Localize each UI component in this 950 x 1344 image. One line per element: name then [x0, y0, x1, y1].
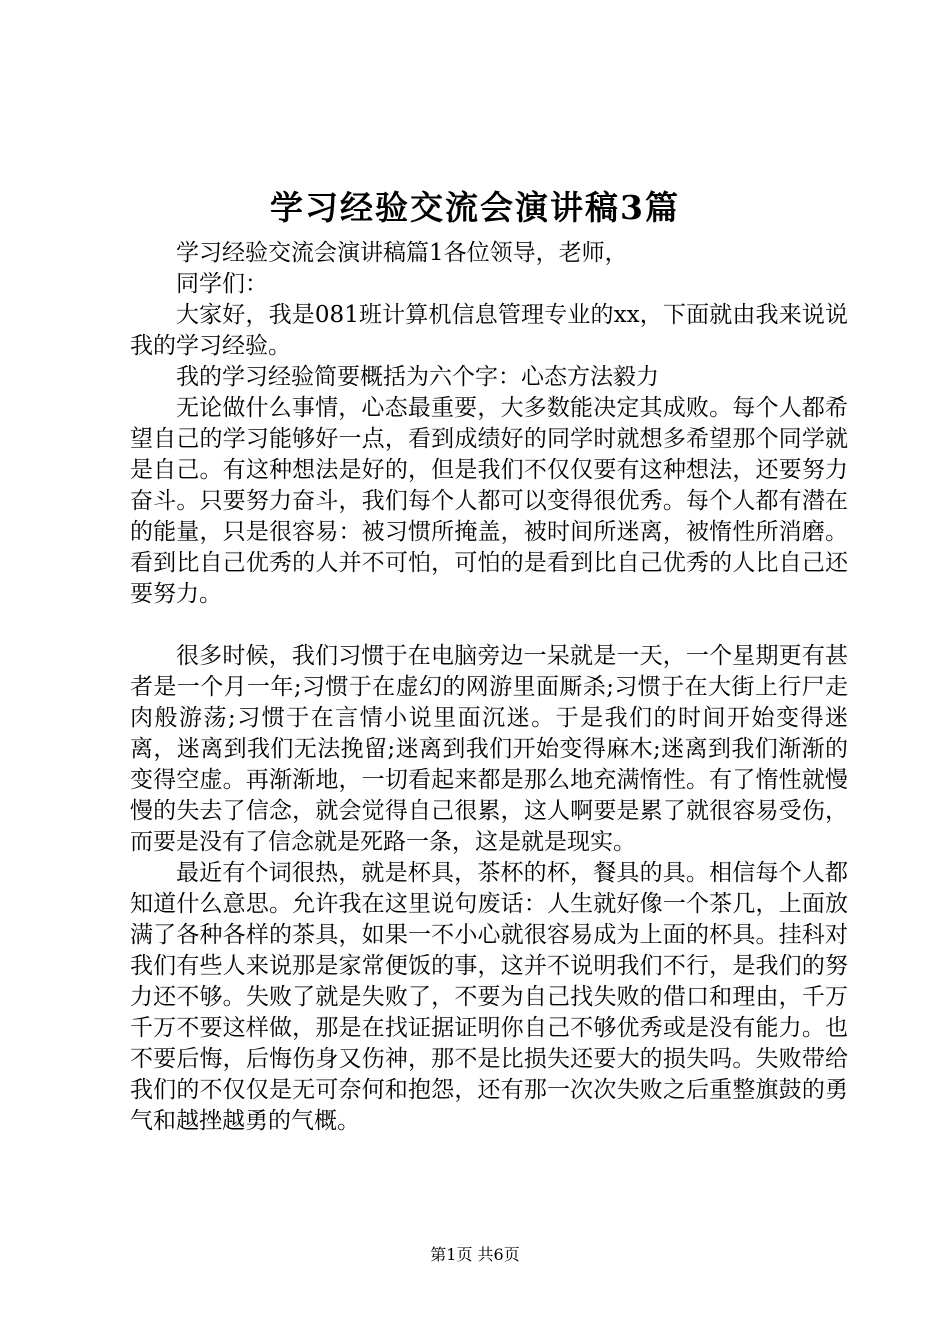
document-title: 学习经验交流会演讲稿3篇	[270, 188, 680, 227]
paragraph-mindset: 无论做什么事情，心态最重要，大多数能决定其成败。每个人都希望自己的学习能够好一点，看到成绩好的同学时就想多希望那个同学就是自己。有这种想法是好的，但是我们不仅仅要有这种想法，还要努力奋斗。只要努力奋斗，我们每个人都可以变得很优秀。每个人都有潜在的能量，只是很容易：被习惯所掩盖，被时间所迷离，被惰性所消磨。看到比自己优秀的人并不可怕，可怕的是看到比自己优秀的人比自己还要努力。	[130, 395, 848, 607]
paragraph-intro: 大家好，我是081班计算机信息管理专业的xx，下面就由我来说说我的学习经验。	[130, 302, 848, 359]
page-footer: 第1页 共6页	[430, 1245, 520, 1264]
paragraph-salutation: 学习经验交流会演讲稿篇1各位领导，老师，	[176, 240, 628, 266]
document-body	[130, 238, 848, 1137]
paragraph-summary: 我的学习经验简要概括为六个字：心态方法毅力	[176, 364, 659, 390]
paragraph-failure: 最近有个词很热，就是杯具，茶杯的杯，餐具的具。相信每个人都知道什么意思。允许我在这里说句废话：人生就好像一个茶几，上面放满了各种各样的茶具，如果一不小心就很容易成为上面的杯具。挂科对我们有些人来说那是家常便饭的事，这并不说明我们不行，是我们的努力还不够。失败了就是失败了，不要为自己找失败的借口和理由，千万千万不要这样做，那是在找证据证明你自己不够优秀或是没有能力。也不要后悔，后悔伤身又伤神，那不是比损失还要大的损失吗。失败带给我们的不仅仅是无可奈何和抱怨，还有那一次次失败之后重整旗鼓的勇气和越挫越勇的气概。	[130, 860, 848, 1134]
paragraph-salutation-cont: 同学们：	[176, 271, 268, 297]
paragraph-habits: 很多时候，我们习惯于在电脑旁边一呆就是一天，一个星期更有甚者是一个月一年;习惯于在虚幻的网游里面厮杀;习惯于在大街上行尸走肉般游荡;习惯于在言情小说里面沉迷。于是我们的时间开始变得迷离，迷离到我们无法挽留;迷离到我们开始变得麻木;迷离到我们渐渐的变得空虚。再渐渐地，一切看起来都是那么地充满惰性。有了惰性就慢慢的失去了信念，就会觉得自己很累，这人啊要是累了就很容易受伤，而要是没有了信念就是死路一条，这是就是现实。	[130, 643, 848, 855]
